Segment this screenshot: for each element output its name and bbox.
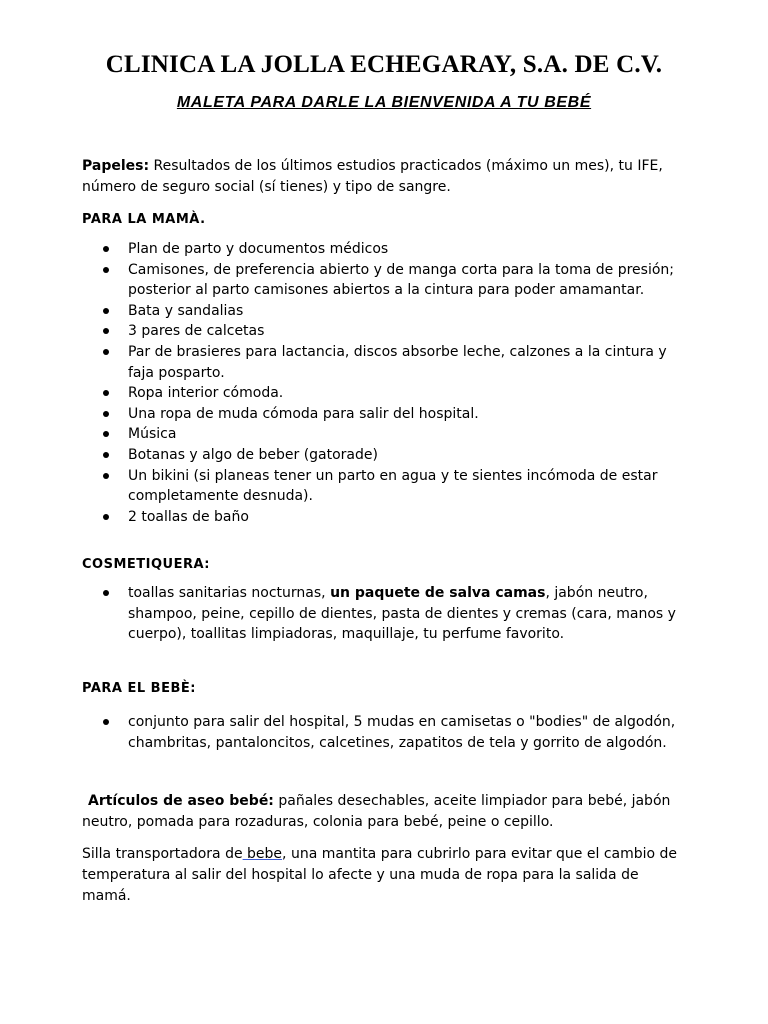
cosmetiquera-heading: COSMETIQUERA: bbox=[82, 557, 210, 572]
list-item: Una ropa de muda cómoda para salir del hospital. bbox=[82, 404, 692, 425]
aseo-text: pañales desechables, aceite limpiador para bebé, jabón neutro, pomada para rozaduras, colonia para bebé, peine o cepillo. bbox=[82, 793, 671, 830]
silla-text-before: Silla transportadora de bbox=[82, 846, 243, 862]
list-item: Plan de parto y documentos médicos bbox=[82, 239, 692, 260]
list-item: 3 pares de calcetas bbox=[82, 321, 692, 342]
cosmetiquera-text-before: toallas sanitarias nocturnas, bbox=[128, 585, 331, 601]
list-item: conjunto para salir del hospital, 5 mudas en camisetas o "bodies" de algodón, chambritas, pantaloncitos, calcetines, zapatitos de tela y gorrito de algodón. bbox=[82, 712, 692, 753]
silla-text-after: , una mantita para cubrirlo para evitar que el cambio de temperatura al salir del hospital lo afecte y una muda de ropa para la salida de mamá. bbox=[82, 846, 678, 904]
bebe-heading: PARA EL BEBÈ: bbox=[82, 681, 196, 696]
aseo-paragraph bbox=[82, 791, 690, 833]
mama-list bbox=[82, 239, 692, 527]
silla-paragraph bbox=[82, 844, 690, 907]
papeles-text: Resultados de los últimos estudios practicados (máximo un mes), tu IFE, número de seguro social (sí tienes) y tipo de sangre. bbox=[82, 158, 663, 195]
list-item: Camisones, de preferencia abierto y de manga corta para la toma de presión; posterior al parto camisones abiertos a la cintura para poder amamantar. bbox=[82, 260, 692, 301]
bebe-link[interactable]: bebe bbox=[242, 846, 283, 862]
list-item: Par de brasieres para lactancia, discos absorbe leche, calzones a la cintura y faja posparto. bbox=[82, 342, 692, 383]
list-item: Ropa interior cómoda. bbox=[82, 383, 692, 404]
papeles-paragraph bbox=[82, 156, 690, 198]
clinic-title: CLINICA LA JOLLA ECHEGARAY, S.A. DE C.V. bbox=[105, 51, 663, 78]
bebe-list bbox=[82, 712, 692, 753]
aseo-label: Artículos de aseo bebé: bbox=[88, 793, 274, 809]
list-item: Música bbox=[82, 424, 692, 445]
cosmetiquera-bold: un paquete de salva camas bbox=[330, 585, 546, 601]
mama-heading: PARA LA MAMÀ. bbox=[82, 212, 206, 227]
list-item: Un bikini (si planeas tener un parto en agua y te sientes incómoda de estar completamente desnuda). bbox=[82, 466, 692, 507]
document-subtitle: MALETA PARA DARLE LA BIENVENIDA A TU BEBÉ bbox=[176, 94, 592, 111]
list-item: Bata y sandalias bbox=[82, 301, 692, 322]
papeles-label: Papeles: bbox=[82, 158, 150, 174]
list-item bbox=[82, 583, 692, 645]
cosmetiquera-list bbox=[82, 583, 692, 645]
list-item: 2 toallas de baño bbox=[82, 507, 692, 528]
cosmetiquera-text-after: , jabón neutro, shampoo, peine, cepillo de dientes, pasta de dientes y cremas (cara, manos y cuerpo), toallitas limpiadoras, maquillaje, tu perfume favorito. bbox=[128, 585, 676, 643]
list-item: Botanas y algo de beber (gatorade) bbox=[82, 445, 692, 466]
